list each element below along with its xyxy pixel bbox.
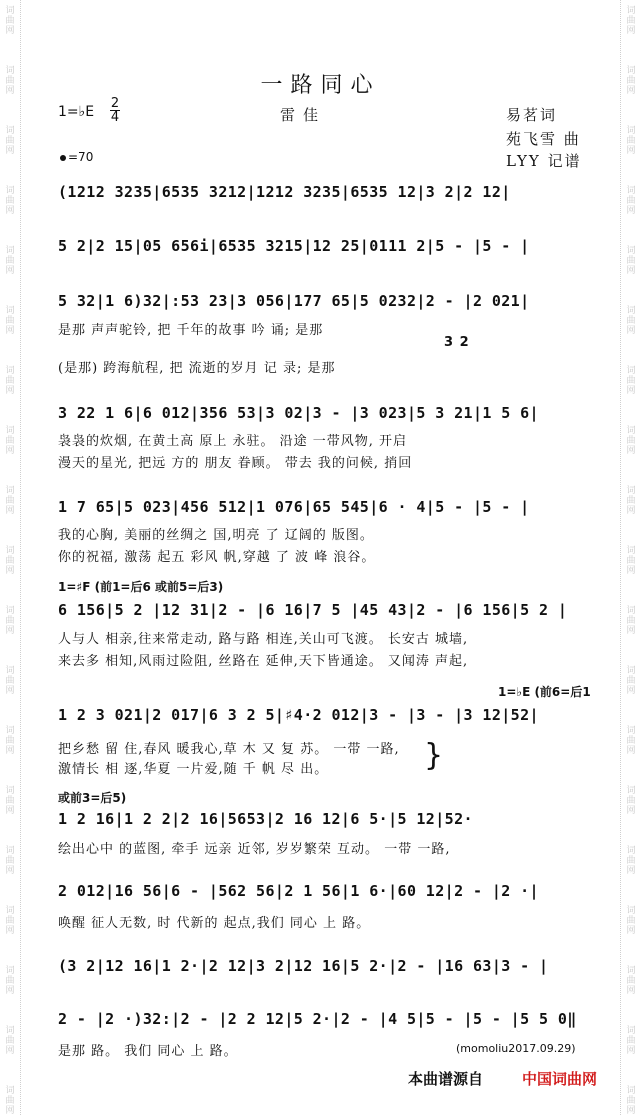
watermark-left: 词 曲 网 [5,546,15,576]
watermark-left: 词 曲 网 [5,966,15,996]
watermark-right: 词 曲 网 [626,966,636,996]
watermark-left: 词 曲 网 [5,6,15,36]
watermark-left: 词 曲 网 [5,486,15,516]
lyricist: 易茗词 [506,106,558,124]
lyrics-row-7-verse2: 激情长 相 逐,华夏 一片爱,随 千 帆 尽 出。 [58,762,329,777]
lyrics-row-8: 绘出心中 的蓝图, 牵手 远亲 近邻, 岁岁繁荣 互动。 一带 一路, [58,842,451,857]
watermark-left: 词 曲 网 [5,666,15,696]
score-row-1: (1212 3235|6535 3212|1212 3235|6535 12|3 2|2 12| [58,183,511,201]
alt-notes: 3 2 [444,335,470,350]
transcriber: LYY 记谱 [506,152,582,170]
song-title: 一路同心 [260,73,381,98]
score-row-7: 1 2 3 021|2 017|6 3 2 5|♯4·2 012|3 - |3 - |3 12|52| [58,706,539,724]
watermark-left: 词 曲 网 [5,246,15,276]
footer-source-label: 本曲谱源自 [408,1070,484,1088]
time-top: 2 [110,96,120,111]
key-change-3: 或前3=后5) [58,791,127,805]
score-row-9: 2 012|16 56|6 - |562 56|2 1 56|1 6·|60 12|2 - |2 ·| [58,882,539,900]
time-signature [110,97,120,124]
lyrics-row-4-verse2: 漫天的星光, 把远 方的 朋友 眷顾。 带去 我的问候, 捎回 [58,456,413,471]
score-row-5: 1 7 65|5 023|456 512|1 076|65 545|6 · 4|5 - |5 - | [58,498,530,516]
watermark-right: 词 曲 网 [626,906,636,936]
watermark-right: 词 曲 网 [626,66,636,96]
tempo-value: =70 [68,150,94,164]
watermark-right: 词 曲 网 [626,726,636,756]
watermark-left: 词 曲 网 [5,66,15,96]
score-row-8: 1 2 16|1 2 2|2 16|5653|2 16 12|6 5·|5 12|52· [58,810,473,828]
watermark-right: 词 曲 网 [626,1026,636,1056]
watermark-right: 词 曲 网 [626,666,636,696]
watermark-left: 词 曲 网 [5,426,15,456]
watermark-left: 词 曲 网 [5,846,15,876]
lyrics-row-11: 是那 路。 我们 同心 上 路。 [58,1044,238,1059]
score-row-2: 5 2|2 15|05 656i|6535 3215|12 25|0111 2|5 - |5 - | [58,237,530,255]
composer: 苑飞雪 曲 [506,130,581,148]
watermark-right: 词 曲 网 [626,366,636,396]
watermark-right: 词 曲 网 [626,606,636,636]
watermark-right: 词 曲 网 [626,246,636,276]
lyrics-row-3-verse2: (是那) 跨海航程, 把 流逝的岁月 记 录; 是那 [58,361,336,376]
lyrics-row-5-verse1: 我的心胸, 美丽的丝绸之 国,明亮 了 辽阔的 版图。 [58,528,374,543]
singer: 雷佳 [280,106,327,124]
quarter-note-icon [60,155,66,161]
watermark-left: 词 曲 网 [5,906,15,936]
score-row-11: 2 - |2 ·)32:|2 - |2 2 12|5 2·|2 - |4 5|5 - |5 - |5 5 0‖ [58,1010,577,1028]
watermark-right: 词 曲 网 [626,786,636,816]
watermark-left: 词 曲 网 [5,1086,15,1116]
watermark-right: 词 曲 网 [626,6,636,36]
watermark-right: 词 曲 网 [626,126,636,156]
watermark-left: 词 曲 网 [5,726,15,756]
tempo-mark [60,150,93,164]
watermark-right: 词 曲 网 [626,306,636,336]
lyrics-row-5-verse2: 你的祝福, 激荡 起五 彩风 帆,穿越 了 波 峰 浪谷。 [58,550,376,565]
score-row-4: 3 22 1 6|6 012|356 53|3 02|3 - |3 023|5 3 21|1 5 6| [58,404,539,422]
transcriber-signature: (momoliu2017.09.29) [456,1042,576,1055]
watermark-left: 词 曲 网 [5,186,15,216]
watermark-left: 词 曲 网 [5,306,15,336]
verse-brace: } [424,738,444,773]
lyrics-row-4-verse1: 袅袅的炊烟, 在黄土高 原上 永驻。 沿途 一带风物, 开启 [58,434,408,449]
key-change-2: 1=♭E (前6=后1 [498,685,591,699]
watermark-right: 词 曲 网 [626,546,636,576]
watermark-right: 词 曲 网 [626,186,636,216]
watermark-right: 词 曲 网 [626,486,636,516]
time-bottom: 4 [110,110,120,125]
watermark-left: 词 曲 网 [5,126,15,156]
watermark-left: 词 曲 网 [5,1026,15,1056]
footer-site-link[interactable]: 中国词曲网 [522,1070,598,1088]
score-row-3: 5 32|1 6)32|:53 23|3 056|177 65|5 0232|2 - |2 021| [58,292,530,310]
key-change-1: 1=♯F (前1=后6 或前5=后3) [58,580,224,594]
key-signature: 1=♭E [58,104,95,120]
watermark-left: 词 曲 网 [5,606,15,636]
watermark-left: 词 曲 网 [5,786,15,816]
lyrics-row-3-verse1: 是那 声声驼铃, 把 千年的故事 吟 诵; 是那 [58,323,324,338]
lyrics-row-7-verse1: 把乡愁 留 住,春风 暖我心,草 木 又 复 苏。 一带 一路, [58,742,400,757]
lyrics-row-6-verse2: 来去多 相知,风雨过险阻, 丝路在 延伸,天下皆通途。 又闻涛 声起, [58,654,469,669]
score-row-6: 6 156|5 2 |12 31|2 - |6 16|7 5 |45 43|2 - |6 156|5 2 | [58,601,568,619]
watermark-right: 词 曲 网 [626,1086,636,1116]
watermark-left: 词 曲 网 [5,366,15,396]
lyrics-row-6-verse1: 人与人 相亲,往来常走动, 路与路 相连,关山可飞渡。 长安古 城墙, [58,632,469,647]
watermark-right: 词 曲 网 [626,426,636,456]
lyrics-row-9: 唤醒 征人无数, 时 代新的 起点,我们 同心 上 路。 [58,916,371,931]
score-row-10: (3 2|12 16|1 2·|2 12|3 2|12 16|5 2·|2 - |16 63|3 - | [58,957,549,975]
watermark-right: 词 曲 网 [626,846,636,876]
